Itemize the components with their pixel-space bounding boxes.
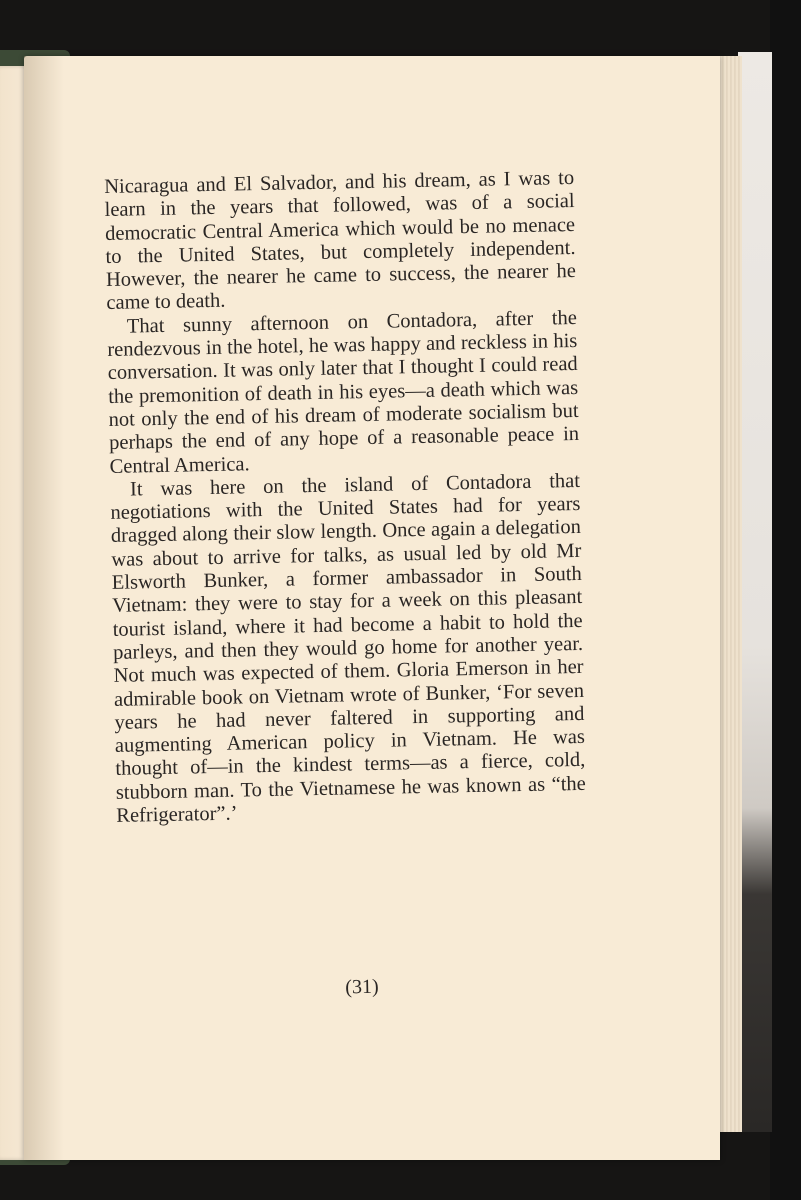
page-text	[104, 167, 586, 828]
paragraph-3: It was here on the island of Contadora that negotiations with the United States had for years dragged along their slow length. Once again a delegation was about to arrive for talks, as usual led by old Mr Elsworth Bunker, a former ambassador in South Vietnam: they were to stay for a week on this pleasant tourist island, where it had become a habit to hold the parleys, and then they would go home for another year. Not much was expected of them. Gloria Emerson in her admirable book on Vietnam wrote of Bunker, ‘For seven years he had never faltered in supporting and augmenting American policy in Vietnam. He was thought of—in the kindest terms—as a fierce, cold, stubborn man. To the Vietnamese he was known as “the Refrigerator”.’	[110, 469, 586, 827]
right-photo-edge	[738, 52, 772, 1132]
page-number: (31)	[345, 975, 379, 999]
background-dark	[770, 0, 801, 1200]
paragraph-2: That sunny afternoon on Contadora, after the rendezvous in the hotel, he was happy and reckless in his conversation. It was only later that I thought I could read the premonition of death in his eyes—a death which was not only the end of his dream of moderate socialism but perhaps the end of any hope of a reasonable peace in Central America.	[107, 306, 580, 478]
paragraph-1: Nicaragua and El Salvador, and his dream, as I was to learn in the years that followed, was of a social democratic Central America which would be no menace to the United States, but completely independent. However, the nearer he came to success, the nearer he came to death.	[104, 166, 577, 315]
book-page	[24, 56, 720, 1160]
